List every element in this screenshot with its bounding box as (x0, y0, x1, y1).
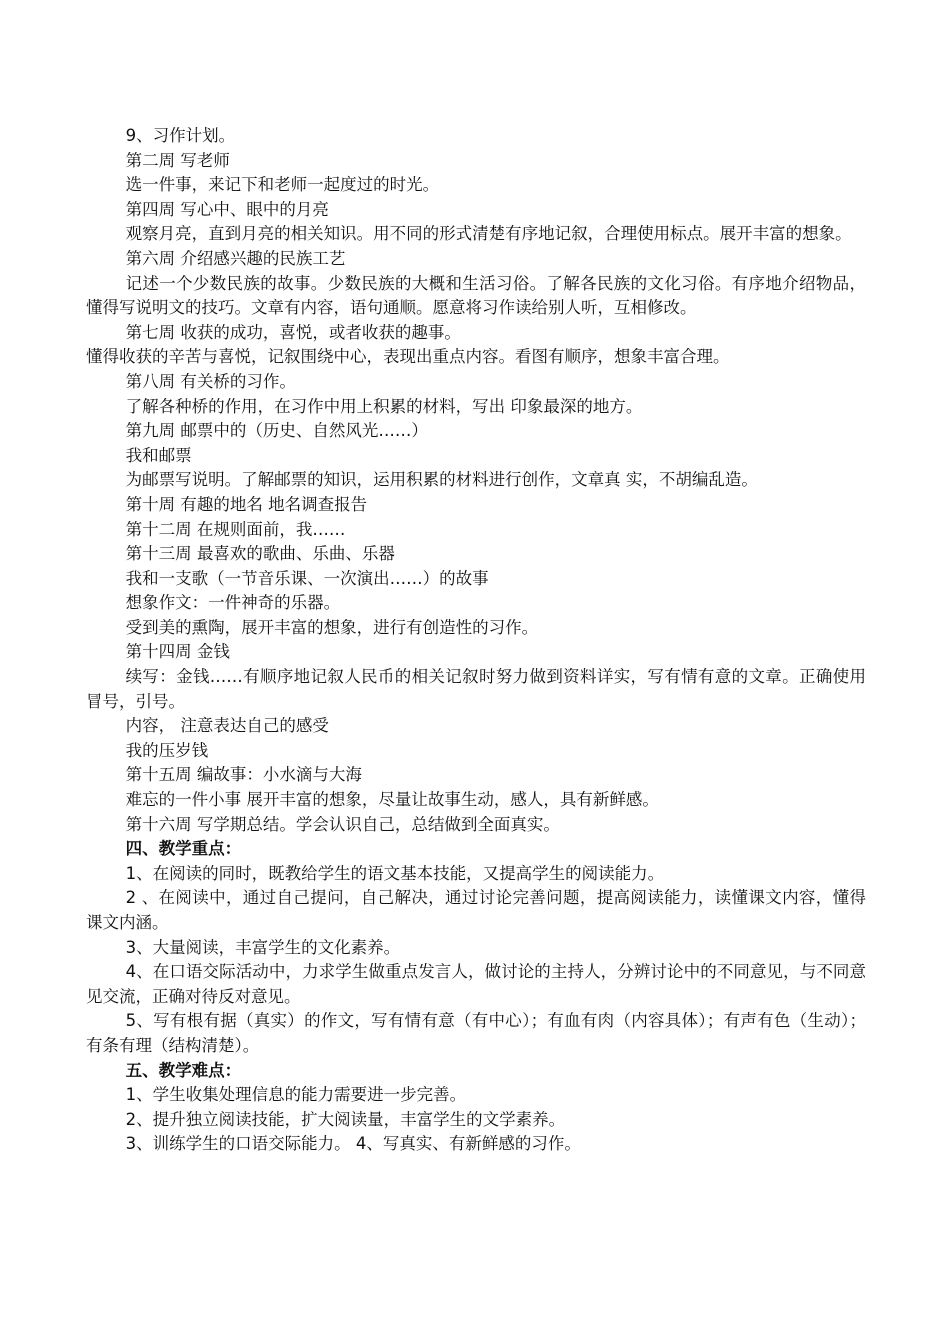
paragraph-week-8-desc: 了解各种桥的作用，在习作中用上积累的材料，写出 印象最深的地方。 (125, 396, 643, 416)
paragraph-week-12-title: 第十二周 在规则面前，我…… (125, 519, 346, 539)
list-item-difficulty-2: 2、提升独立阅读技能，扩大阅读量，丰富学生的文学素养。 (125, 1109, 566, 1129)
paragraph-week-14-desc: 续写：金钱……有顺序地记叙人民币的相关记叙时努力做到资料详实，写有情有意的文章。正确使用冒号，引号。 (86, 667, 866, 711)
paragraph-week-13-imagine: 想象作文：一件神奇的乐器。 (125, 593, 341, 613)
paragraph-week-9-subtitle: 我和邮票 (125, 445, 192, 465)
paragraph-week-2-title: 第二周 写老师 (125, 150, 230, 170)
paragraph-week-15-title: 第十五周 编故事：小水滴与大海 (125, 765, 362, 785)
list-item-key-point-2: 2 、在阅读中，通过自己提问，自己解决，通过讨论完善问题，提高阅读能力，读懂课文内容，懂得课文内涵。 (86, 888, 866, 932)
section-heading-key-points: 四、教学重点： (125, 839, 242, 859)
paragraph-week-15-desc: 难忘的一件小事 展开丰富的想象，尽量让故事生动，感人，具有新鲜感。 (125, 790, 659, 810)
list-item-key-point-1: 1、在阅读的同时，既教给学生的语文基本技能，又提高学生的阅读能力。 (125, 863, 665, 883)
paragraph-week-14-money: 我的压岁钱 (125, 740, 209, 760)
paragraph-week-14-title: 第十四周 金钱 (125, 642, 230, 662)
paragraph-week-7-title: 第七周 收获的成功，喜悦，或者收获的趣事。 (125, 322, 461, 342)
list-item-key-point-3: 3、大量阅读，丰富学生的文化素养。 (125, 937, 401, 957)
paragraph-week-9-title: 第九周 邮票中的（历史、自然风光……） (125, 421, 428, 441)
list-item-difficulty-3-4: 3、训练学生的口语交际能力。 4、写真实、有新鲜感的习作。 (125, 1134, 581, 1154)
paragraph-week-7-desc: 懂得收获的辛苦与喜悦，记叙围绕中心，表现出重点内容。看图有顺序，想象丰富合理。 (86, 347, 730, 367)
paragraph-week-14-content: 内容， 注意表达自己的感受 (125, 716, 329, 736)
paragraph-week-6-desc: 记述一个少数民族的故事。少数民族的大概和生活习俗。了解各民族的文化习俗。有序地介绍物品，懂得写说明文的技巧。文章有内容，语句通顺。愿意将习作读给别人听，互相修改。 (86, 273, 866, 318)
paragraph-week-13-title: 第十三周 最喜欢的歌曲、乐曲、乐器 (125, 544, 395, 564)
paragraph-week-8-title: 第八周 有关桥的习作。 (125, 371, 296, 391)
paragraph-week-16-title: 第十六周 写学期总结。学会认识自己，总结做到全面真实。 (125, 814, 560, 834)
section-heading-difficulties: 五、教学难点： (125, 1060, 242, 1080)
paragraph-week-10-title: 第十周 有趣的地名 地名调查报告 (125, 494, 368, 514)
paragraph-week-4-title: 第四周 写心中、眼中的月亮 (125, 199, 329, 219)
list-item-difficulty-1: 1、学生收集处理信息的能力需要进一步完善。 (125, 1085, 467, 1105)
list-item-key-point-5: 5、写有根有据（真实）的作文，写有情有意（有中心）；有血有肉（内容具体）；有声有色（生动）；有条有理（结构清楚）。 (86, 1011, 866, 1055)
paragraph-week-9-desc: 为邮票写说明。了解邮票的知识，运用积累的材料进行创作，文章真 实，不胡编乱造。 (125, 470, 758, 490)
paragraph-week-13-story: 我和一支歌（一节音乐课、一次演出……）的故事 (125, 568, 489, 588)
paragraph-week-4-desc: 观察月亮，直到月亮的相关知识。用不同的形式清楚有序地记叙，合理使用标点。展开丰富的想象。 (125, 224, 852, 244)
paragraph-week-2-desc: 选一件事，来记下和老师一起度过的时光。 (125, 175, 440, 195)
list-item-key-point-4: 4、在口语交际活动中，力求学生做重点发言人，做讨论的主持人，分辨讨论中的不同意见，与不同意见交流，正确对待反对意见。 (86, 962, 866, 1006)
paragraph-week-13-desc: 受到美的熏陶，展开丰富的想象，进行有创造性的习作。 (125, 617, 539, 637)
paragraph-week-6-title: 第六周 介绍感兴趣的民族工艺 (125, 248, 346, 268)
paragraph-writing-plan: 9、习作计划。 (125, 126, 236, 145)
document-body (86, 124, 866, 1157)
